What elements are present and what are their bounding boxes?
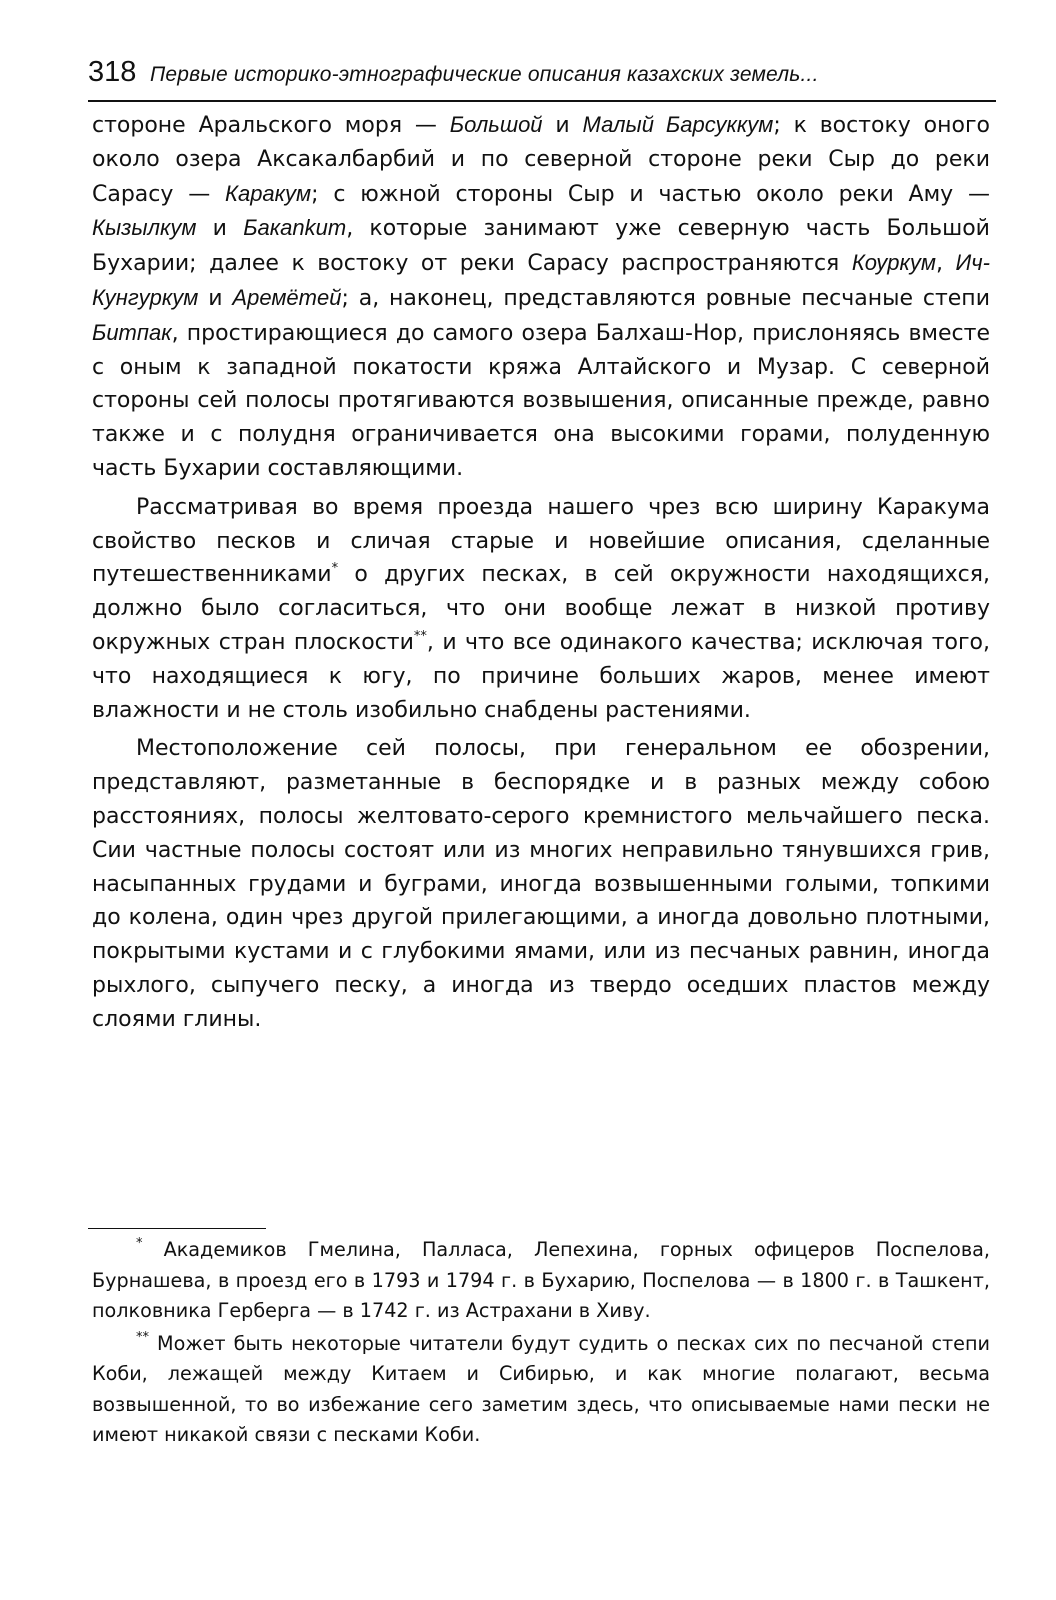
paragraph-3: Местоположение сей полосы, при генеральном ее обозрении, представляют, разметанные в беспорядке и в разных между собою расстояниях, полосы желтовато-серого кремнистого мельчайшего песка. Сии частные полосы состоят или из многих неправильно тянувшихся грив, насыпанных грудами и буграми, иногда возвышенными голыми, топкими до колена, один чрез другой прилегающими, а иногда довольно плотными, покрытыми кустами и с глубокими ямами, или из песчаных равнин, иногда рыхлого, сыпучего песку, а иногда из твердо оседших пластов между слоями глины. [92, 736, 990, 1032]
text-run: Рассматривая во время проезда нашего чрез всю ширину Каракума свойство песков и сличая старые и новейшие описания, сделанные путешественниками [92, 494, 990, 588]
paragraph-1 [92, 108, 990, 486]
footnote-2 [92, 1329, 990, 1451]
main-text [92, 108, 990, 1037]
text-run: и [542, 113, 583, 138]
text-run: , [936, 251, 956, 277]
footnote-ref-2: ** [413, 628, 427, 644]
footnote-text-1: Академиков Гмелина, Палласа, Лепехина, горных офицеров Поспелова, Бурнашева, в проезд его в 1793 и 1794 г. в Бухарию, Поспелова — в 1800 г. в Ташкент, полковника Герберга — в 1742 г. из Астрахани в Хиву. [92, 1238, 990, 1322]
text-run: , и что все одинакого качества; исключая того, что находящиеся к югу, по причине больших жаров, менее имеют влажности и не столь изобильно снабдены растениями. [92, 629, 990, 723]
footnote-divider [88, 1228, 266, 1229]
sand-name-maly-barsukkum: Малый Барсуккум [582, 112, 774, 137]
sand-name-bakankum: Бакankum [243, 215, 347, 241]
sand-name-kourkum: Коуркум [851, 250, 936, 276]
text-run: и [198, 285, 233, 311]
footnotes [92, 1235, 990, 1451]
steppe-name-bitpak: Битпак [92, 319, 172, 345]
text-run: ; к востоку оного около озера Аксакалбарбий и по северной стороне реки Сыр до реки Сарасу — [92, 113, 990, 207]
footnote-text-2: Может быть некоторые читатели будут судить о песках сих по песчаной степи Коби, лежащей между Китаем и Сибирью, и как многие полагают, весьма возвышенной, то во избежание сего заметим здесь, что описываемые нами пески не имеют никакой связи с песками Коби. [92, 1331, 990, 1446]
text-run: , которые занимают уже северную часть Большой Бухарии; далее к востоку от реки Сарасу распространяются [92, 216, 990, 277]
paragraph-2 [92, 491, 990, 728]
footnote-ref-1: * [331, 561, 339, 577]
text-run: ; с южной стороны Сыр и частью около реки Аму — [311, 181, 990, 207]
sand-name-karakum: Каракум [225, 180, 312, 206]
footnote-1 [92, 1235, 990, 1327]
sand-name-bolshoy: Большой [449, 112, 543, 137]
page-number: 318 [88, 56, 137, 88]
sand-name-aremetey: Аремётей [232, 284, 342, 310]
sand-name-ich-kungurkum: Ич-Кунгуркум [92, 250, 990, 310]
text-run: стороне Аральского моря — [92, 113, 450, 138]
running-header [88, 50, 996, 102]
footnote-marker-2: ** [136, 1329, 149, 1345]
sand-name-kyzylkum: Кызылкум [92, 215, 197, 241]
running-title: Первые историко-этнографические описания казахских земель... [150, 63, 819, 86]
text-run: , простирающиеся до самого озера Балхаш-Нор, прислоняясь вместе с оным к западной покатости кряжа Алтайского и Музар. С северной стороны сей полосы протягиваются возвышения, описанные прежде, равно также и с полудня ограничивается она высокими горами, полуденную часть Бухарии составляющими. [92, 320, 990, 481]
footnote-marker-1: * [136, 1236, 143, 1251]
text-run: и [196, 216, 244, 242]
text-run: о других песках, в сей окружности находящихся, должно было согласиться, что они вообще лежат в низкой противу окружных стран плоскости [92, 562, 990, 655]
text-run: ; а, наконец, представляются ровные песчаные степи [341, 285, 990, 311]
